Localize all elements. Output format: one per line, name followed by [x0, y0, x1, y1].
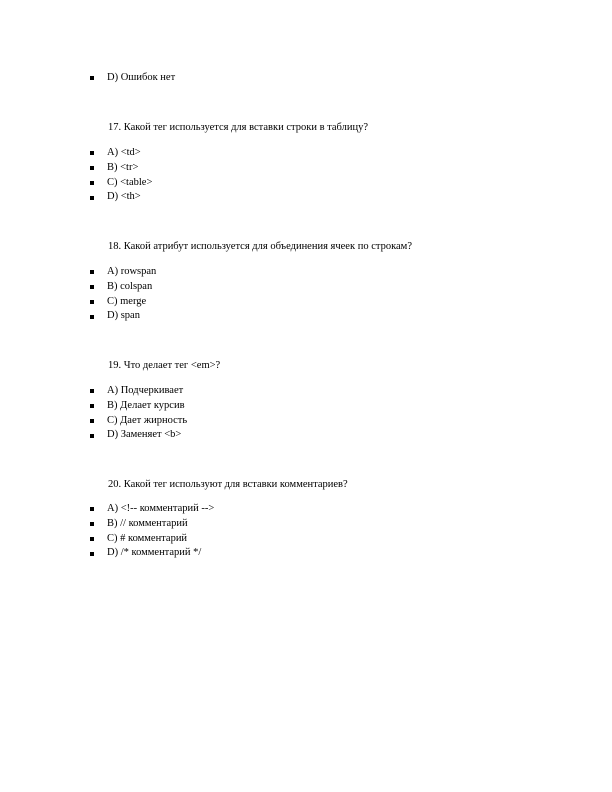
answer-option: A) <!-- комментарий -->	[90, 502, 214, 517]
answer-option: D) Ошибок нет	[90, 71, 175, 86]
answer-option: D) Заменяет <b>	[90, 428, 187, 443]
answer-option: A) rowspan	[90, 265, 156, 280]
answer-option: C) merge	[90, 295, 156, 310]
answer-option: D) /* комментарий */	[90, 546, 214, 561]
answer-option: B) <tr>	[90, 161, 152, 176]
answer-option: D) span	[90, 309, 156, 324]
question-20-title: 20. Какой тег используют для вставки комментариев?	[108, 479, 348, 490]
answer-option: B) // комментарий	[90, 517, 214, 532]
answer-list-previous	[90, 71, 175, 86]
answer-list-19	[90, 384, 187, 443]
answer-option: A) <td>	[90, 146, 152, 161]
answer-option: D) <th>	[90, 190, 152, 205]
answer-option: C) Дает жирность	[90, 414, 187, 429]
answer-option: B) Делает курсив	[90, 399, 187, 414]
answer-list-18	[90, 265, 156, 324]
answer-option: C) <table>	[90, 176, 152, 191]
question-19-title: 19. Что делает тег <em>?	[108, 360, 221, 371]
answer-list-17	[90, 146, 152, 205]
answer-option: B) colspan	[90, 280, 156, 295]
question-18-title: 18. Какой атрибут используется для объединения ячеек по строкам?	[108, 241, 412, 252]
answer-list-20	[90, 502, 214, 561]
answer-option: C) # комментарий	[90, 532, 214, 547]
answer-option: A) Подчеркивает	[90, 384, 187, 399]
question-17-title: 17. Какой тег используется для вставки строки в таблицу?	[108, 122, 369, 133]
